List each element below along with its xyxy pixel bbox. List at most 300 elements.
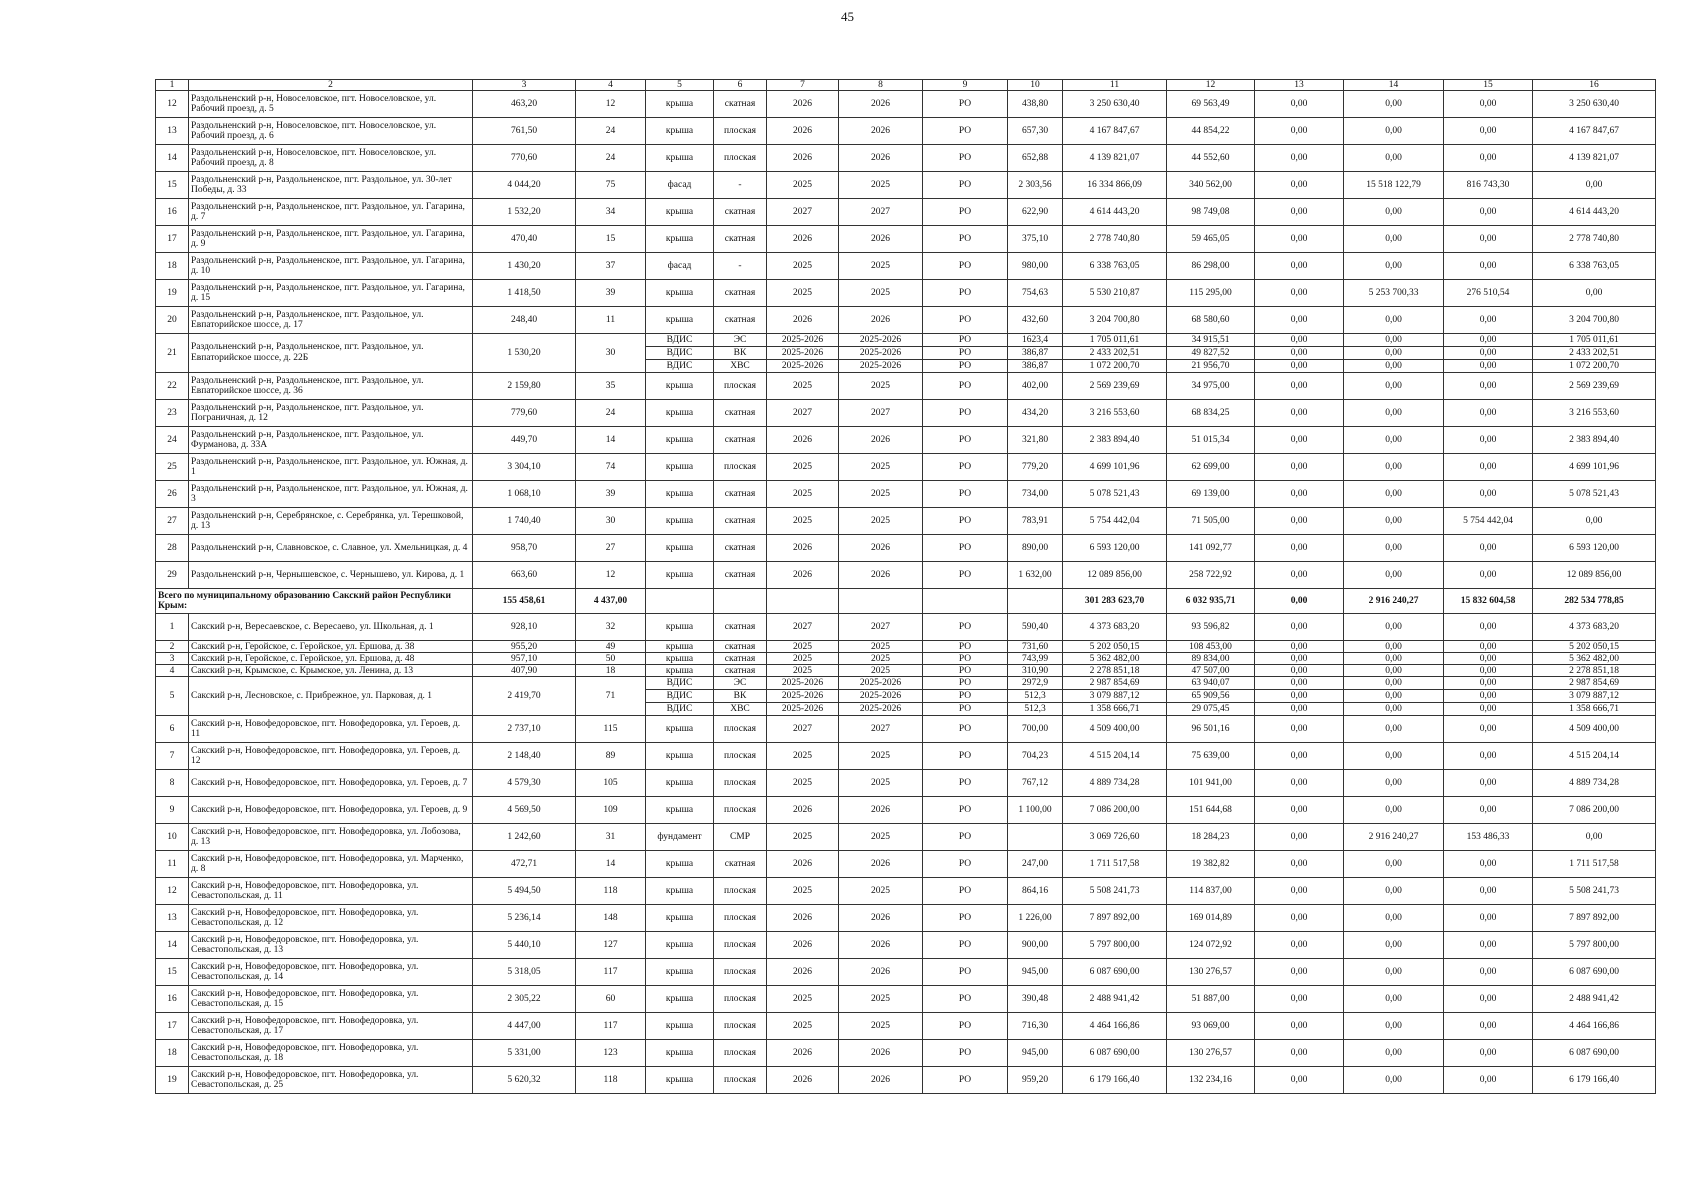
owners-funds-cell: 5 508 241,73 xyxy=(1533,878,1656,905)
owners-funds-cell: 4 373 683,20 xyxy=(1533,614,1656,641)
local-funds-cell: 0,00 xyxy=(1444,677,1533,690)
regional-funds-cell: 0,00 xyxy=(1344,690,1444,703)
element-cell: крыша xyxy=(646,280,714,307)
federal-funds-cell: 0,00 xyxy=(1255,226,1344,253)
total-area-cell: 770,60 xyxy=(473,145,576,172)
unit-cost-cell: 1623,4 xyxy=(1008,334,1063,347)
owners-funds-cell: 0,00 xyxy=(1533,280,1656,307)
row-number-cell: 4 xyxy=(156,665,189,677)
row-number-cell: 20 xyxy=(156,307,189,334)
end-year-cell: 2026 xyxy=(839,851,923,878)
row-number-cell: 15 xyxy=(156,172,189,199)
row-number-cell: 23 xyxy=(156,400,189,427)
cost-per-sqm-cell: 65 909,56 xyxy=(1167,690,1255,703)
federal-funds-cell: 0,00 xyxy=(1255,360,1344,373)
table-row xyxy=(156,400,1656,427)
start-year-cell: 2026 xyxy=(767,1040,839,1067)
residents-cell: 14 xyxy=(576,851,646,878)
total-area-cell: 2 148,40 xyxy=(473,743,576,770)
regional-funds-cell: 0,00 xyxy=(1344,91,1444,118)
column-number-cell: 6 xyxy=(714,80,767,91)
executor-cell: РО xyxy=(923,614,1008,641)
total-cost-cell: 6 087 690,00 xyxy=(1063,1040,1167,1067)
cost-per-sqm-cell: 59 465,05 xyxy=(1167,226,1255,253)
residents-cell: 24 xyxy=(576,118,646,145)
executor-cell: РО xyxy=(923,307,1008,334)
total-cost-cell: 4 373 683,20 xyxy=(1063,614,1167,641)
owners-funds-cell: 1 072 200,70 xyxy=(1533,360,1656,373)
regional-funds-cell: 0,00 xyxy=(1344,253,1444,280)
row-number-cell: 12 xyxy=(156,91,189,118)
residents-cell: 71 xyxy=(576,677,646,716)
total-area-cell: 5 494,50 xyxy=(473,878,576,905)
total-area-cell: 4 569,50 xyxy=(473,797,576,824)
end-year-cell: 2025-2026 xyxy=(839,334,923,347)
start-year-cell: 2026 xyxy=(767,1067,839,1094)
owners-funds-cell: 5 202 050,15 xyxy=(1533,641,1656,653)
total-row xyxy=(156,589,1656,614)
regional-funds-cell: 0,00 xyxy=(1344,481,1444,508)
element-cell: крыша xyxy=(646,1040,714,1067)
local-funds-cell: 0,00 xyxy=(1444,703,1533,716)
total-area-cell: 463,20 xyxy=(473,91,576,118)
owners-funds-cell: 1 711 517,58 xyxy=(1533,851,1656,878)
start-year-cell: 2025 xyxy=(767,770,839,797)
cost-per-sqm-cell: 130 276,57 xyxy=(1167,1040,1255,1067)
cost-per-sqm-cell: 63 940,07 xyxy=(1167,677,1255,690)
cost-per-sqm-cell: 93 596,82 xyxy=(1167,614,1255,641)
total-area-cell: 958,70 xyxy=(473,535,576,562)
total-cost-cell: 7 897 892,00 xyxy=(1063,905,1167,932)
element-cell: крыша xyxy=(646,562,714,589)
table-row xyxy=(156,653,1656,665)
regional-funds-cell: 0,00 xyxy=(1344,118,1444,145)
executor-cell: РО xyxy=(923,562,1008,589)
owners-funds-cell: 12 089 856,00 xyxy=(1533,562,1656,589)
cost-per-sqm-cell: 114 837,00 xyxy=(1167,878,1255,905)
end-year-cell: 2025 xyxy=(839,986,923,1013)
element-type-cell: скатная xyxy=(714,562,767,589)
table-row xyxy=(156,253,1656,280)
total-cost-cell: 3 204 700,80 xyxy=(1063,307,1167,334)
cost-per-sqm-cell: 29 075,45 xyxy=(1167,703,1255,716)
owners-funds-cell: 2 278 851,18 xyxy=(1533,665,1656,677)
local-funds-cell: 0,00 xyxy=(1444,959,1533,986)
total-unit-cost-cell xyxy=(1008,589,1063,614)
residents-cell: 123 xyxy=(576,1040,646,1067)
regional-funds-cell: 0,00 xyxy=(1344,716,1444,743)
cost-per-sqm-cell: 69 139,00 xyxy=(1167,481,1255,508)
federal-funds-cell: 0,00 xyxy=(1255,253,1344,280)
row-number-cell: 2 xyxy=(156,641,189,653)
federal-funds-cell: 0,00 xyxy=(1255,334,1344,347)
executor-cell: РО xyxy=(923,347,1008,360)
unit-cost-cell: 310,90 xyxy=(1008,665,1063,677)
end-year-cell: 2025 xyxy=(839,641,923,653)
address-cell: Раздольненский р-н, Новоселовское, пгт. Новоселовское, ул. Рабочий проезд, д. 5 xyxy=(189,91,473,118)
residents-cell: 35 xyxy=(576,373,646,400)
owners-funds-cell: 2 569 239,69 xyxy=(1533,373,1656,400)
element-cell: крыша xyxy=(646,905,714,932)
executor-cell: РО xyxy=(923,1040,1008,1067)
end-year-cell: 2025 xyxy=(839,508,923,535)
element-cell: крыша xyxy=(646,481,714,508)
start-year-cell: 2025 xyxy=(767,665,839,677)
table-row xyxy=(156,878,1656,905)
cost-per-sqm-cell: 47 507,00 xyxy=(1167,665,1255,677)
element-cell: ВДИС xyxy=(646,677,714,690)
residents-cell: 18 xyxy=(576,665,646,677)
cost-per-sqm-cell: 34 975,00 xyxy=(1167,373,1255,400)
end-year-cell: 2025 xyxy=(839,373,923,400)
element-type-cell: плоская xyxy=(714,1013,767,1040)
executor-cell: РО xyxy=(923,454,1008,481)
row-number-cell: 18 xyxy=(156,1040,189,1067)
element-cell: крыша xyxy=(646,743,714,770)
table-row xyxy=(156,1013,1656,1040)
start-year-cell: 2026 xyxy=(767,427,839,454)
element-cell: крыша xyxy=(646,373,714,400)
federal-funds-cell: 0,00 xyxy=(1255,824,1344,851)
address-cell: Сакский р-н, Новофедоровское, пгт. Новофедоровка, ул. Севастопольская, д. 12 xyxy=(189,905,473,932)
element-cell: крыша xyxy=(646,851,714,878)
regional-funds-cell: 0,00 xyxy=(1344,797,1444,824)
total-element-type-cell xyxy=(714,589,767,614)
executor-cell: РО xyxy=(923,1013,1008,1040)
regional-funds-cell: 0,00 xyxy=(1344,851,1444,878)
column-number-cell: 14 xyxy=(1344,80,1444,91)
element-type-cell: ХВС xyxy=(714,360,767,373)
total-area-cell: 1 530,20 xyxy=(473,334,576,373)
table-row xyxy=(156,824,1656,851)
table-row xyxy=(156,562,1656,589)
local-funds-cell: 0,00 xyxy=(1444,253,1533,280)
row-number-cell: 25 xyxy=(156,454,189,481)
residents-cell: 115 xyxy=(576,716,646,743)
unit-cost-cell: 321,80 xyxy=(1008,427,1063,454)
element-type-cell: - xyxy=(714,172,767,199)
owners-funds-cell: 4 167 847,67 xyxy=(1533,118,1656,145)
address-cell: Раздольненский р-н, Раздольненское, пгт. Раздольное, ул. Гагарина, д. 10 xyxy=(189,253,473,280)
end-year-cell: 2025 xyxy=(839,454,923,481)
end-year-cell: 2025 xyxy=(839,253,923,280)
local-funds-cell: 0,00 xyxy=(1444,226,1533,253)
residents-cell: 117 xyxy=(576,1013,646,1040)
end-year-cell: 2025 xyxy=(839,824,923,851)
element-type-cell: скатная xyxy=(714,280,767,307)
regional-funds-cell: 0,00 xyxy=(1344,905,1444,932)
address-cell: Раздольненский р-н, Раздольненское, пгт. Раздольное, ул. Южная, д. 1 xyxy=(189,454,473,481)
total-cost-cell: 2 433 202,51 xyxy=(1063,347,1167,360)
address-cell: Сакский р-н, Геройское, с. Геройское, ул. Ершова, д. 38 xyxy=(189,641,473,653)
cost-per-sqm-cell: 69 563,49 xyxy=(1167,91,1255,118)
residents-cell: 109 xyxy=(576,797,646,824)
residents-cell: 105 xyxy=(576,770,646,797)
local-funds-cell: 0,00 xyxy=(1444,427,1533,454)
executor-cell: РО xyxy=(923,986,1008,1013)
total-residents-cell: 4 437,00 xyxy=(576,589,646,614)
residents-cell: 117 xyxy=(576,959,646,986)
row-number-cell: 13 xyxy=(156,905,189,932)
start-year-cell: 2025-2026 xyxy=(767,703,839,716)
total-cost-cell: 5 508 241,73 xyxy=(1063,878,1167,905)
local-funds-cell: 0,00 xyxy=(1444,347,1533,360)
element-type-cell: плоская xyxy=(714,716,767,743)
residents-cell: 89 xyxy=(576,743,646,770)
end-year-cell: 2025-2026 xyxy=(839,347,923,360)
total-cost-cell: 5 797 800,00 xyxy=(1063,932,1167,959)
executor-cell: РО xyxy=(923,145,1008,172)
element-type-cell: ВК xyxy=(714,347,767,360)
column-number-cell: 12 xyxy=(1167,80,1255,91)
row-number-cell: 6 xyxy=(156,716,189,743)
table-row xyxy=(156,373,1656,400)
unit-cost-cell: 700,00 xyxy=(1008,716,1063,743)
federal-funds-cell: 0,00 xyxy=(1255,703,1344,716)
federal-funds-cell: 0,00 xyxy=(1255,454,1344,481)
end-year-cell: 2026 xyxy=(839,145,923,172)
repair-program-table xyxy=(155,79,1656,1094)
start-year-cell: 2027 xyxy=(767,716,839,743)
total-cost-cell: 2 278 851,18 xyxy=(1063,665,1167,677)
cost-per-sqm-cell: 151 644,68 xyxy=(1167,797,1255,824)
end-year-cell: 2025-2026 xyxy=(839,690,923,703)
total-cost-cell: 7 086 200,00 xyxy=(1063,797,1167,824)
cost-per-sqm-cell: 71 505,00 xyxy=(1167,508,1255,535)
total-area-cell: 928,10 xyxy=(473,614,576,641)
federal-funds-cell: 0,00 xyxy=(1255,1040,1344,1067)
total-cost-cell: 3 069 726,60 xyxy=(1063,824,1167,851)
table-row xyxy=(156,91,1656,118)
federal-funds-cell: 0,00 xyxy=(1255,797,1344,824)
start-year-cell: 2025 xyxy=(767,641,839,653)
federal-funds-cell: 0,00 xyxy=(1255,199,1344,226)
address-cell: Сакский р-н, Новофедоровское, пгт. Новофедоровка, ул. Героев, д. 11 xyxy=(189,716,473,743)
total-area-cell: 2 305,22 xyxy=(473,986,576,1013)
element-type-cell: плоская xyxy=(714,770,767,797)
executor-cell: РО xyxy=(923,334,1008,347)
local-funds-cell: 0,00 xyxy=(1444,797,1533,824)
table-row xyxy=(156,535,1656,562)
end-year-cell: 2025 xyxy=(839,743,923,770)
executor-cell: РО xyxy=(923,716,1008,743)
residents-cell: 75 xyxy=(576,172,646,199)
executor-cell: РО xyxy=(923,641,1008,653)
element-type-cell: плоская xyxy=(714,145,767,172)
element-cell: крыша xyxy=(646,508,714,535)
element-cell: крыша xyxy=(646,427,714,454)
unit-cost-cell: 247,00 xyxy=(1008,851,1063,878)
residents-cell: 27 xyxy=(576,535,646,562)
start-year-cell: 2027 xyxy=(767,400,839,427)
federal-funds-cell: 0,00 xyxy=(1255,905,1344,932)
executor-cell: РО xyxy=(923,360,1008,373)
address-cell: Сакский р-н, Новофедоровское, пгт. Новофедоровка, ул. Севастопольская, д. 15 xyxy=(189,986,473,1013)
total-cost-cell: 3 250 630,40 xyxy=(1063,91,1167,118)
address-cell: Сакский р-н, Новофедоровское, пгт. Новофедоровка, ул. Героев, д. 9 xyxy=(189,797,473,824)
federal-funds-cell: 0,00 xyxy=(1255,878,1344,905)
row-number-cell: 21 xyxy=(156,334,189,373)
residents-cell: 49 xyxy=(576,641,646,653)
residents-cell: 148 xyxy=(576,905,646,932)
unit-cost-cell: 386,87 xyxy=(1008,360,1063,373)
total-area-cell: 4 447,00 xyxy=(473,1013,576,1040)
total-area-cell: 5 318,05 xyxy=(473,959,576,986)
end-year-cell: 2026 xyxy=(839,562,923,589)
federal-funds-cell: 0,00 xyxy=(1255,400,1344,427)
total-element-cell xyxy=(646,589,714,614)
address-cell: Раздольненский р-н, Серебрянское, с. Серебрянка, ул. Терешковой, д. 13 xyxy=(189,508,473,535)
regional-funds-cell: 15 518 122,79 xyxy=(1344,172,1444,199)
total-cost-cell: 2 569 239,69 xyxy=(1063,373,1167,400)
element-cell: ВДИС xyxy=(646,334,714,347)
local-funds-cell: 0,00 xyxy=(1444,770,1533,797)
executor-cell: РО xyxy=(923,665,1008,677)
element-cell: крыша xyxy=(646,932,714,959)
row-number-cell: 10 xyxy=(156,824,189,851)
total-area-cell: 957,10 xyxy=(473,653,576,665)
element-cell: ВДИС xyxy=(646,360,714,373)
executor-cell: РО xyxy=(923,280,1008,307)
residents-cell: 74 xyxy=(576,454,646,481)
start-year-cell: 2025 xyxy=(767,743,839,770)
start-year-cell: 2026 xyxy=(767,535,839,562)
start-year-cell: 2025-2026 xyxy=(767,334,839,347)
total-cost-cell: 4 515 204,14 xyxy=(1063,743,1167,770)
executor-cell: РО xyxy=(923,905,1008,932)
element-cell: ВДИС xyxy=(646,690,714,703)
table-row xyxy=(156,481,1656,508)
total-start-year-cell xyxy=(767,589,839,614)
total-executor-cell xyxy=(923,589,1008,614)
total-cost-cell: 4 167 847,67 xyxy=(1063,118,1167,145)
unit-cost-cell: 704,23 xyxy=(1008,743,1063,770)
unit-cost-cell: 390,48 xyxy=(1008,986,1063,1013)
federal-funds-cell: 0,00 xyxy=(1255,562,1344,589)
total-cost-cell: 5 362 482,00 xyxy=(1063,653,1167,665)
table-row xyxy=(156,199,1656,226)
federal-funds-cell: 0,00 xyxy=(1255,716,1344,743)
executor-cell: РО xyxy=(923,400,1008,427)
executor-cell: РО xyxy=(923,1067,1008,1094)
element-type-cell: плоская xyxy=(714,797,767,824)
local-funds-cell: 0,00 xyxy=(1444,665,1533,677)
element-type-cell: ВК xyxy=(714,690,767,703)
end-year-cell: 2026 xyxy=(839,905,923,932)
owners-funds-cell: 4 889 734,28 xyxy=(1533,770,1656,797)
address-cell: Раздольненский р-н, Раздольненское, пгт. Раздольное, ул. Пограничная, д. 12 xyxy=(189,400,473,427)
federal-funds-cell: 0,00 xyxy=(1255,280,1344,307)
table-row xyxy=(156,307,1656,334)
regional-funds-cell: 0,00 xyxy=(1344,1040,1444,1067)
element-cell: крыша xyxy=(646,716,714,743)
unit-cost-cell: 432,60 xyxy=(1008,307,1063,334)
address-cell: Раздольненский р-н, Раздольненское, пгт. Раздольное, ул. Гагарина, д. 15 xyxy=(189,280,473,307)
address-cell: Сакский р-н, Новофедоровское, пгт. Новофедоровка, ул. Марченко, д. 8 xyxy=(189,851,473,878)
column-number-cell: 16 xyxy=(1533,80,1656,91)
row-number-cell: 19 xyxy=(156,1067,189,1094)
address-cell: Сакский р-н, Новофедоровское, пгт. Новофедоровка, ул. Лобозова, д. 13 xyxy=(189,824,473,851)
total-cost-cell: 5 754 442,04 xyxy=(1063,508,1167,535)
regional-funds-cell: 0,00 xyxy=(1344,145,1444,172)
element-type-cell: скатная xyxy=(714,851,767,878)
table-row xyxy=(156,614,1656,641)
executor-cell: РО xyxy=(923,932,1008,959)
regional-funds-cell: 0,00 xyxy=(1344,743,1444,770)
residents-cell: 39 xyxy=(576,481,646,508)
federal-funds-cell: 0,00 xyxy=(1255,347,1344,360)
address-cell: Раздольненский р-н, Раздольненское, пгт. Раздольное, ул. Евпаторийское шоссе, д. 17 xyxy=(189,307,473,334)
total-area-cell: 4 044,20 xyxy=(473,172,576,199)
row-number-cell: 24 xyxy=(156,427,189,454)
element-cell: крыша xyxy=(646,535,714,562)
federal-funds-cell: 0,00 xyxy=(1255,986,1344,1013)
element-type-cell: плоская xyxy=(714,905,767,932)
table-row xyxy=(156,641,1656,653)
owners-funds-cell: 6 087 690,00 xyxy=(1533,1040,1656,1067)
executor-cell: РО xyxy=(923,851,1008,878)
unit-cost-cell: 890,00 xyxy=(1008,535,1063,562)
regional-funds-cell: 0,00 xyxy=(1344,535,1444,562)
start-year-cell: 2025 xyxy=(767,986,839,1013)
total-area-cell: 1 430,20 xyxy=(473,253,576,280)
owners-funds-cell: 3 079 887,12 xyxy=(1533,690,1656,703)
element-cell: крыша xyxy=(646,226,714,253)
element-type-cell: плоская xyxy=(714,878,767,905)
element-type-cell: плоская xyxy=(714,743,767,770)
cost-per-sqm-cell: 44 552,60 xyxy=(1167,145,1255,172)
start-year-cell: 2027 xyxy=(767,199,839,226)
row-number-cell: 9 xyxy=(156,797,189,824)
row-number-cell: 13 xyxy=(156,118,189,145)
end-year-cell: 2025 xyxy=(839,665,923,677)
element-cell: крыша xyxy=(646,878,714,905)
owners-funds-cell: 0,00 xyxy=(1533,172,1656,199)
element-cell: ВДИС xyxy=(646,703,714,716)
executor-cell: РО xyxy=(923,535,1008,562)
table-row xyxy=(156,334,1656,347)
cost-per-sqm-cell: 141 092,77 xyxy=(1167,535,1255,562)
total-owners-funds-cell: 282 534 778,85 xyxy=(1533,589,1656,614)
end-year-cell: 2025 xyxy=(839,878,923,905)
regional-funds-cell: 0,00 xyxy=(1344,614,1444,641)
executor-cell: РО xyxy=(923,427,1008,454)
executor-cell: РО xyxy=(923,703,1008,716)
element-type-cell: скатная xyxy=(714,535,767,562)
cost-per-sqm-cell: 51 015,34 xyxy=(1167,427,1255,454)
total-area-cell: 2 737,10 xyxy=(473,716,576,743)
table-row xyxy=(156,280,1656,307)
owners-funds-cell: 4 515 204,14 xyxy=(1533,743,1656,770)
end-year-cell: 2026 xyxy=(839,1040,923,1067)
total-area-cell: 5 620,32 xyxy=(473,1067,576,1094)
total-federal-funds-cell: 0,00 xyxy=(1255,589,1344,614)
address-cell: Раздольненский р-н, Новоселовское, пгт. Новоселовское, ул. Рабочий проезд, д. 8 xyxy=(189,145,473,172)
federal-funds-cell: 0,00 xyxy=(1255,1013,1344,1040)
start-year-cell: 2025 xyxy=(767,1013,839,1040)
unit-cost-cell: 1 100,00 xyxy=(1008,797,1063,824)
unit-cost-cell: 657,30 xyxy=(1008,118,1063,145)
executor-cell: РО xyxy=(923,508,1008,535)
column-number-cell: 11 xyxy=(1063,80,1167,91)
end-year-cell: 2027 xyxy=(839,614,923,641)
total-cost-cell: 4 509 400,00 xyxy=(1063,716,1167,743)
end-year-cell: 2026 xyxy=(839,427,923,454)
regional-funds-cell: 0,00 xyxy=(1344,665,1444,677)
regional-funds-cell: 0,00 xyxy=(1344,878,1444,905)
element-cell: крыша xyxy=(646,797,714,824)
start-year-cell: 2026 xyxy=(767,91,839,118)
